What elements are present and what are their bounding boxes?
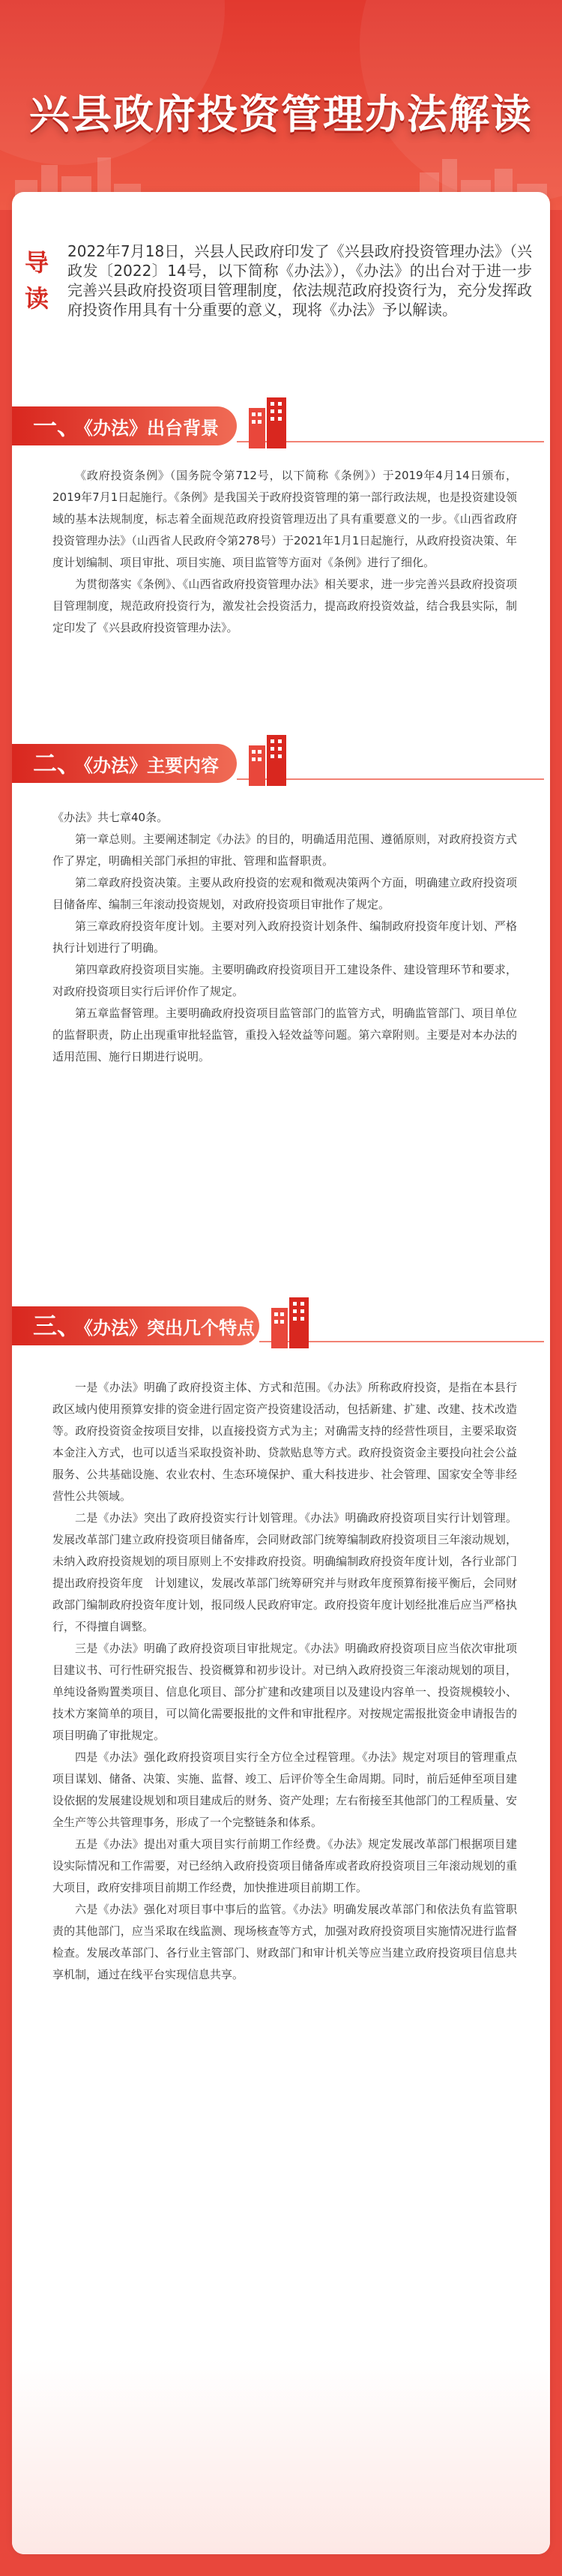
paragraph: 五是《办法》提出对重大项目实行前期工作经费。《办法》规定发展改革部门根据项目建设实际情况和工作需要，对已经纳入政府投资项目储备库或者政府投资项目三年滚动规划的重大项目，政府安排项目前期工作经费，加快推进项目前期工作。: [52, 1837, 517, 1894]
section-title: 一、 《办法》出台背景: [33, 412, 220, 440]
paragraph: 三是《办法》明确了政府投资项目审批规定。《办法》明确政府投资项目应当依次审批项目建议书、可行性研究报告、投资概算和初步设计。对已纳入政府投资三年滚动规划的项目，单纯设备购置类项目、信息化项目、部分扩建和改建项目以及建设内容单一、投资规模较小、技术方案简单的项目，可以简化需要报批的文件和审批程序。对按规定需报批资金申请报告的项目明确了审批规定。: [52, 1642, 517, 1742]
paragraph: 第二章政府投资决策。主要从政府投资的宏观和微观决策两个方面，明确建立政府投资项目储备库、编制三年滚动投资规划，对政府投资项目审批作了规定。: [52, 876, 517, 911]
intro-text: 2022年7月18日，兴县人民政府印发了《兴县政府投资管理办法》（兴政发〔2022〕14号，以下简称《办法》），《办法》的出台对于进一步完善兴县政府投资项目管理制度，依法规范政府投资行为，充分发挥政府投资作用具有十分重要的意义，现将《办法》予以解读。: [67, 242, 532, 319]
building-icon: [246, 394, 291, 448]
paragraph: 第五章监督管理。主要明确政府投资项目监管部门的监管方式，明确监管部门、项目单位的监督职责，防止出现重审批轻监管，重投入轻效益等问题。第六章附则。主要是对本办法的适用范围、施行日期进行说明。: [52, 1006, 517, 1063]
paragraph: 为贯彻落实《条例》、《山西省政府投资管理办法》相关要求，进一步完善兴县政府投资项目管理制度，规范政府投资行为，激发社会投资活力，提高政府投资效益，结合我县实际，制定印发了《兴县政府投资管理办法》。: [52, 577, 517, 634]
paragraph: 第三章政府投资年度计划。主要对列入政府投资计划条件、编制政府投资年度计划、严格执行计划进行了明确。: [52, 919, 517, 955]
section-title: 二、 《办法》主要内容: [33, 749, 220, 778]
section-header-2: [12, 732, 550, 792]
section-header-1: [12, 394, 550, 454]
hero-banner: [0, 0, 562, 210]
paragraph: 第一章总则。主要阐述制定《办法》的目的，明确适用范围、遵循原则，对政府投资方式作了界定，明确相关部门承担的审批、管理和监督职责。: [52, 832, 517, 868]
section-title: 三、 《办法》突出几个特点: [33, 1312, 256, 1340]
paragraph: 一是《办法》明确了政府投资主体、方式和范围。《办法》所称政府投资，是指在本县行政区域内使用预算安排的资金进行固定资产投资建设活动，包括新建、扩建、改建、技术改造等。政府投资资金按项目安排，以直接投资方式为主；对确需支持的经营性项目，主要采取资本金注入方式，也可以适当采取投资补助、贷款贴息等方式。政府投资资金主要投向社会公益服务、公共基础设施、农业农村、生态环境保护、重大科技进步、社会管理、国家安全等非经营性公共领域。: [52, 1381, 517, 1503]
section-body-1: [52, 465, 517, 639]
paragraph: 二是《办法》突出了政府投资实行计划管理。《办法》明确政府投资项目实行计划管理。发展改革部门建立政府投资项目储备库，会同财政部门统筹编制政府投资项目三年滚动规划，未纳入政府投资规划的项目原则上不安排政府投资。明确编制政府投资年度计划，各行业部门提出政府投资年度 计划建议，发展改革部门统筹研究并与财政年度预算衔接平衡后，会同财政部门编制政府投资年度计划，报同级人民政府审定。政府投资年度计划经批准后应当严格执行，不得擅自调整。: [52, 1511, 517, 1633]
content-card: [12, 192, 550, 2554]
building-icon: [268, 1294, 313, 1348]
card-fade: [12, 2359, 550, 2554]
paragraph: 《政府投资条例》（国务院令第712号，以下简称《条例》）于2019年4月14日颁布，2019年7月1日起施行。《条例》是我国关于政府投资管理的第一部行政法规，也是投资建设领域的基本法规制度，标志着全面规范政府投资管理迈出了具有重要意义的一步。《山西省政府投资管理办法》（山西省人民政府令第278号）于2021年1月1日起施行，从政府投资决策、年度计划编制、项目审批、项目实施、项目监管等方面对《条例》进行了细化。: [52, 469, 517, 569]
section-body-3: [52, 1377, 517, 1986]
section-header-3: [12, 1294, 550, 1354]
page-title: 兴县政府投资管理办法解读: [29, 91, 533, 138]
paragraph: 第四章政府投资项目实施。主要明确政府投资项目开工建设条件、建设管理环节和要求，对政府投资项目实行后评价作了规定。: [52, 963, 517, 998]
section-body-2: [52, 807, 517, 1068]
paragraph: 《办法》共七章40条。: [52, 811, 169, 824]
paragraph: 四是《办法》强化政府投资项目实行全方位全过程管理。《办法》规定对项目的管理重点项目谋划、储备、决策、实施、监督、竣工、后评价等全生命周期。同时，前后延伸至项目建设依据的发展建设规划和项目建成后的财务、资产处理；左右衔接至其他部门的工程质量、安全生产等公共管理事务，形成了一个完整链条和体系。: [52, 1750, 517, 1829]
building-icon: [246, 732, 291, 786]
intro-label: 导读: [24, 248, 49, 313]
paragraph: 六是《办法》强化对项目事中事后的监管。《办法》明确发展改革部门和依法负有监管职责的其他部门，应当采取在线监测、现场核查等方式，加强对政府投资项目实施情况进行监督检查。发展改革部门、各行业主管部门、财政部门和审计机关等应当建立政府投资项目信息共享机制，通过在线平台实现信息共享。: [52, 1903, 517, 1981]
